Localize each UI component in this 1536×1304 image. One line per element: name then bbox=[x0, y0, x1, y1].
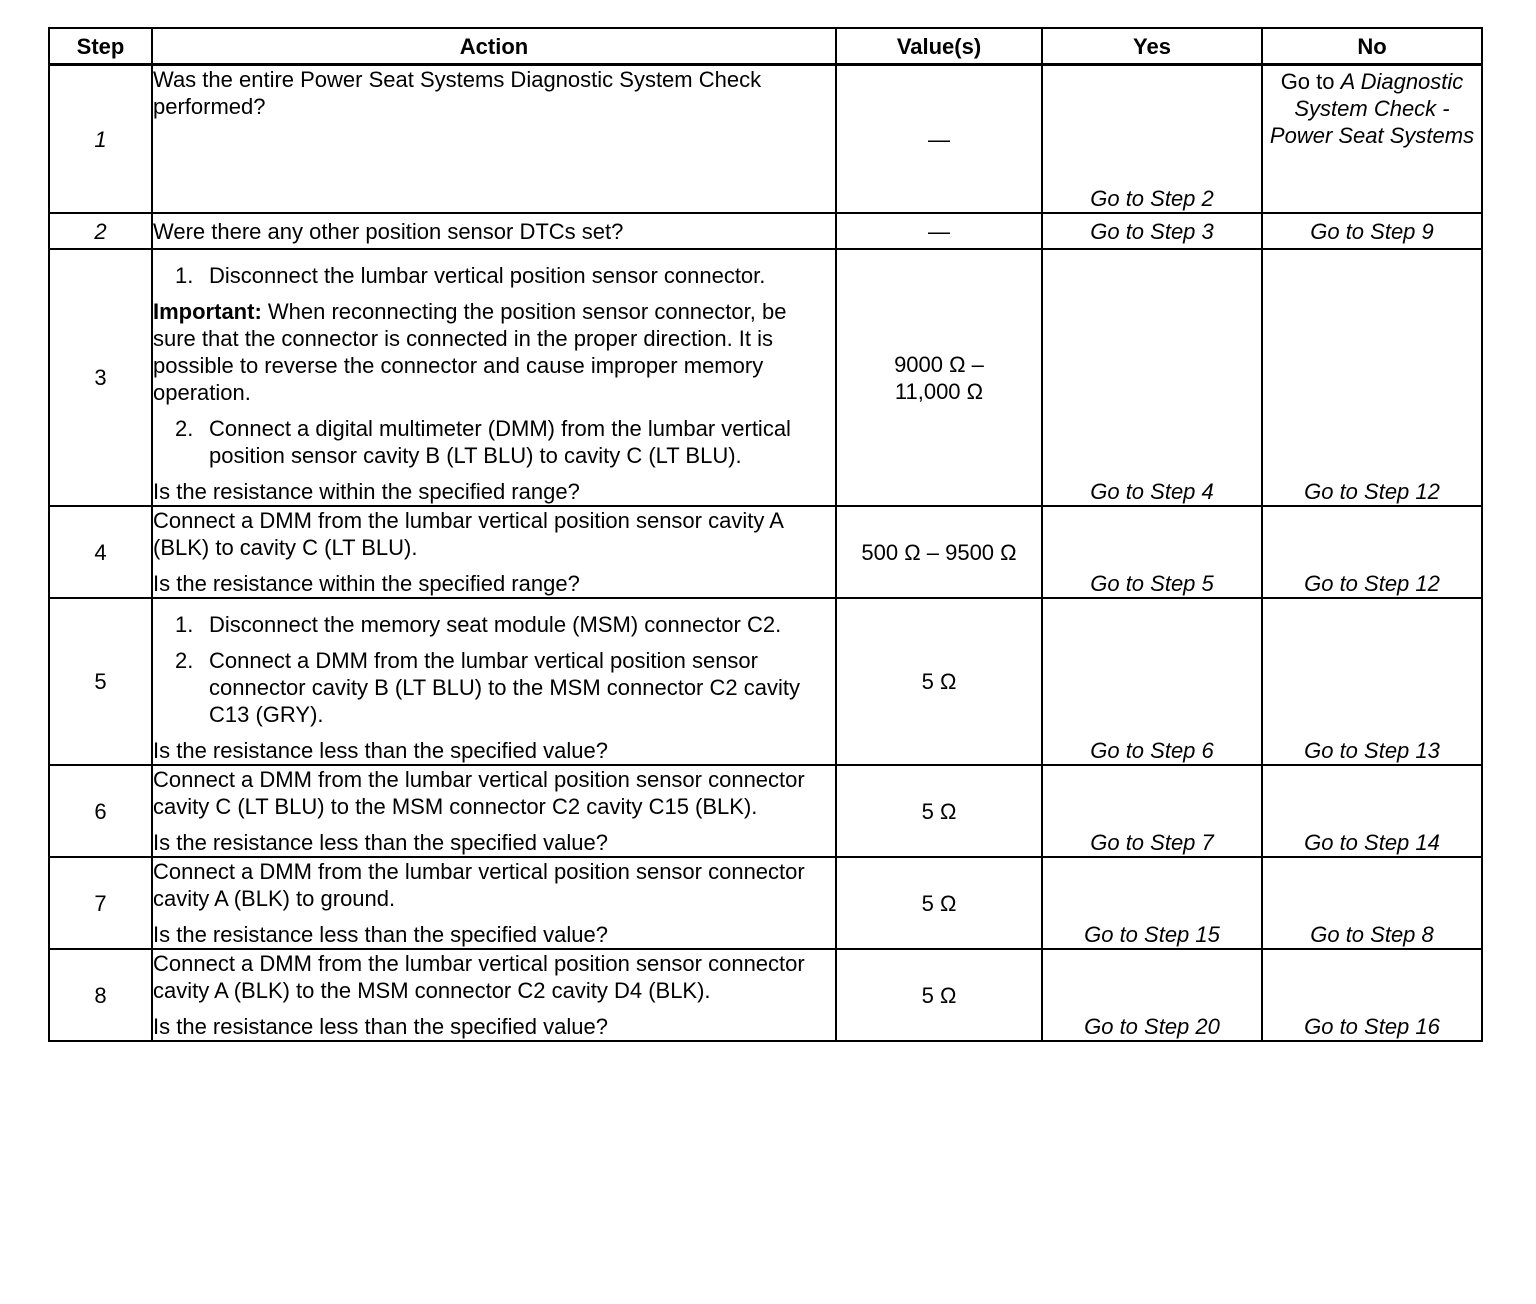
no-link[interactable]: Go to Step 14 bbox=[1262, 765, 1482, 857]
action-cell bbox=[152, 249, 836, 506]
table-row bbox=[49, 506, 1482, 598]
list-text: Disconnect the memory seat module (MSM) connector C2. bbox=[209, 612, 782, 637]
table-row bbox=[49, 213, 1482, 249]
action-cell bbox=[152, 506, 836, 598]
action-cell bbox=[152, 857, 836, 949]
value-line: 11,000 Ω bbox=[894, 378, 984, 404]
question-text: Is the resistance within the specified range? bbox=[153, 571, 580, 596]
yes-link[interactable]: Go to Step 15 bbox=[1042, 857, 1262, 949]
table-row bbox=[49, 949, 1482, 1041]
header-step: Step bbox=[49, 28, 152, 65]
no-cell bbox=[1262, 65, 1482, 214]
yes-link[interactable]: Go to Step 7 bbox=[1042, 765, 1262, 857]
list-item bbox=[153, 611, 835, 638]
header-yes: Yes bbox=[1042, 28, 1262, 65]
step-number: 6 bbox=[49, 765, 152, 857]
important-label: Important: bbox=[153, 299, 262, 324]
value-cell: — bbox=[836, 65, 1042, 214]
list-item bbox=[153, 647, 835, 728]
action-cell bbox=[152, 65, 836, 214]
action-text: Were there any other position sensor DTCs set? bbox=[152, 213, 836, 249]
important-note bbox=[153, 298, 835, 406]
action-text: Connect a DMM from the lumbar vertical position sensor connector cavity C (LT BLU) to the MSM connector C2 cavity C15 (BLK). bbox=[153, 767, 805, 819]
list-item bbox=[153, 415, 835, 469]
yes-link[interactable]: Go to Step 3 bbox=[1042, 213, 1262, 249]
table-row bbox=[49, 765, 1482, 857]
no-link[interactable]: A Diagnostic System Check - Power Seat Systems bbox=[1269, 69, 1475, 148]
value-cell: — bbox=[836, 213, 1042, 249]
value-cell bbox=[836, 249, 1042, 506]
step-number: 7 bbox=[49, 857, 152, 949]
table-row bbox=[49, 598, 1482, 765]
question-text: Is the resistance less than the specified value? bbox=[153, 738, 608, 763]
list-text: Connect a digital multimeter (DMM) from the lumbar vertical position sensor cavity B (LT BLU) to cavity C (LT BLU). bbox=[209, 416, 791, 468]
list-text: Connect a DMM from the lumbar vertical position sensor connector cavity B (LT BLU) to the MSM connector C2 cavity C13 (GRY). bbox=[209, 648, 800, 727]
important-text: When reconnecting the position sensor connector, be sure that the connector is connected in the proper direction. It is possible to reverse the connector and cause improper memory operation. bbox=[153, 299, 787, 405]
table-header bbox=[49, 28, 1482, 65]
list-number: 1. bbox=[175, 612, 194, 637]
action-text: Was the entire Power Seat Systems Diagnostic System Check performed? bbox=[153, 67, 762, 119]
list-text: Disconnect the lumbar vertical position sensor connector. bbox=[209, 263, 766, 288]
question-text: Is the resistance within the specified range? bbox=[153, 479, 580, 504]
action-text: Connect a DMM from the lumbar vertical position sensor connector cavity A (BLK) to ground. bbox=[153, 859, 805, 911]
yes-link[interactable]: Go to Step 6 bbox=[1042, 598, 1262, 765]
step-number: 3 bbox=[49, 249, 152, 506]
value-cell: 5 Ω bbox=[836, 949, 1042, 1041]
value-line: 9000 Ω – bbox=[894, 351, 984, 377]
yes-link[interactable]: Go to Step 5 bbox=[1042, 506, 1262, 598]
no-link[interactable]: Go to Step 9 bbox=[1262, 213, 1482, 249]
table-row bbox=[49, 65, 1482, 214]
no-link[interactable]: Go to Step 8 bbox=[1262, 857, 1482, 949]
table-row bbox=[49, 857, 1482, 949]
value-cell: 5 Ω bbox=[836, 857, 1042, 949]
step-number: 5 bbox=[49, 598, 152, 765]
table-row bbox=[49, 249, 1482, 506]
question-text: Is the resistance less than the specified value? bbox=[153, 1014, 608, 1039]
yes-link[interactable]: Go to Step 2 bbox=[1042, 65, 1262, 214]
list-number: 2. bbox=[175, 648, 194, 673]
no-link[interactable]: Go to Step 16 bbox=[1262, 949, 1482, 1041]
list-number: 1. bbox=[175, 263, 194, 288]
step-number: 1 bbox=[49, 65, 152, 214]
value-cell: 5 Ω bbox=[836, 765, 1042, 857]
no-link[interactable]: Go to Step 12 bbox=[1262, 506, 1482, 598]
diagnostic-table bbox=[48, 27, 1483, 1042]
header-no: No bbox=[1262, 28, 1482, 65]
header-action: Action bbox=[152, 28, 836, 65]
header-values: Value(s) bbox=[836, 28, 1042, 65]
header-row bbox=[49, 28, 1482, 65]
action-text: Connect a DMM from the lumbar vertical position sensor connector cavity A (BLK) to the MSM connector C2 cavity D4 (BLK). bbox=[153, 951, 805, 1003]
list-item bbox=[153, 262, 835, 289]
value-cell: 5 Ω bbox=[836, 598, 1042, 765]
yes-link[interactable]: Go to Step 4 bbox=[1042, 249, 1262, 506]
step-number: 2 bbox=[49, 213, 152, 249]
action-cell bbox=[152, 949, 836, 1041]
action-cell bbox=[152, 598, 836, 765]
no-link[interactable]: Go to Step 13 bbox=[1262, 598, 1482, 765]
question-text: Is the resistance less than the specified value? bbox=[153, 830, 608, 855]
step-number: 8 bbox=[49, 949, 152, 1041]
question-text: Is the resistance less than the specified value? bbox=[153, 922, 608, 947]
no-prefix: Go to bbox=[1280, 69, 1341, 94]
action-cell bbox=[152, 765, 836, 857]
step-number: 4 bbox=[49, 506, 152, 598]
list-number: 2. bbox=[175, 416, 194, 441]
yes-link[interactable]: Go to Step 20 bbox=[1042, 949, 1262, 1041]
no-link[interactable]: Go to Step 12 bbox=[1262, 249, 1482, 506]
action-text: Connect a DMM from the lumbar vertical position sensor cavity A (BLK) to cavity C (LT BLU). bbox=[153, 508, 783, 560]
value-cell: 500 Ω – 9500 Ω bbox=[836, 506, 1042, 598]
